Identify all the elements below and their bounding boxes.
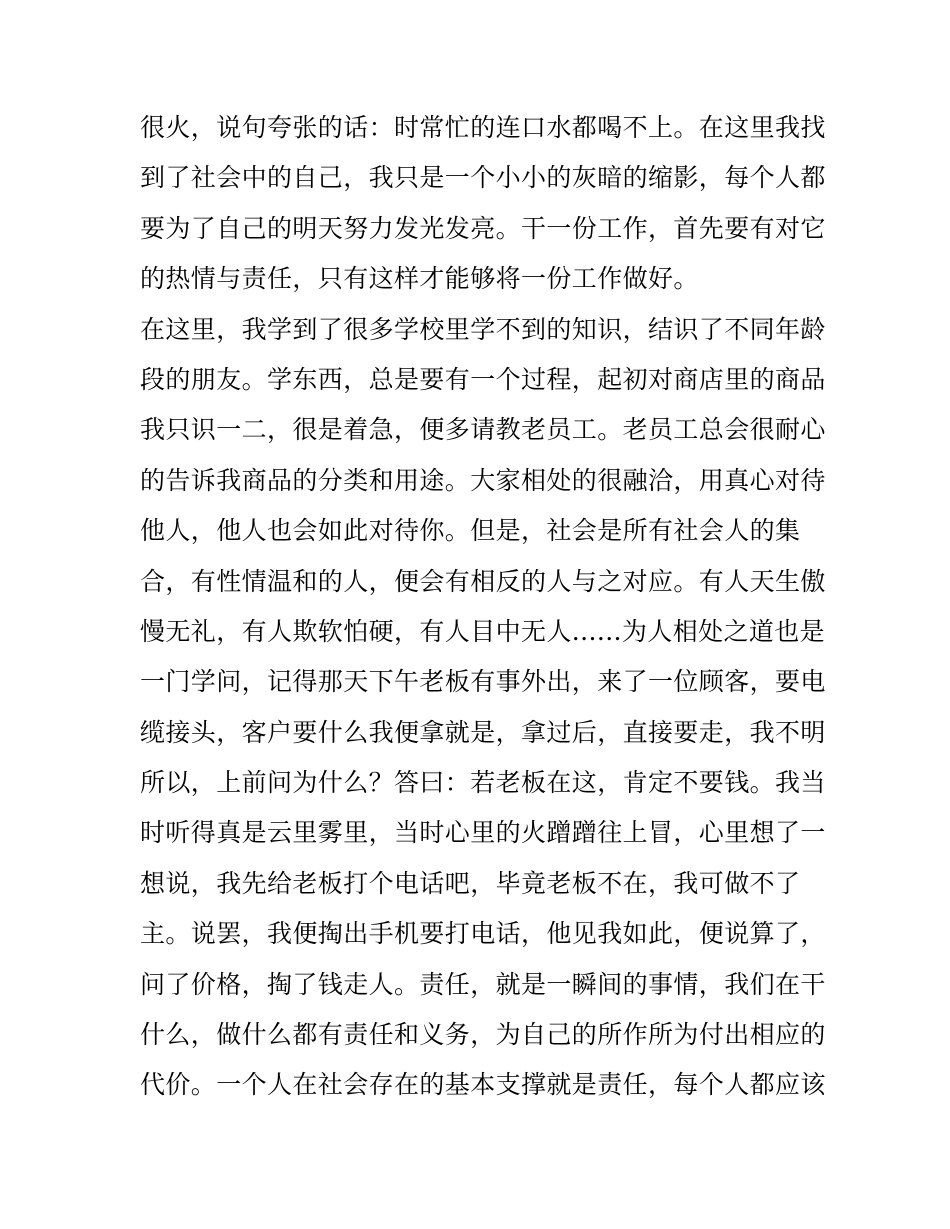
- text-line: 合，有性情温和的人，便会有相反的人与之对应。有人天生傲: [140, 566, 826, 596]
- text-line: 什么，做什么都有责任和义务，为自己的所作所为付出相应的: [140, 1020, 826, 1050]
- text-line: 代价。一个人在社会存在的基本支撑就是责任，每个人都应该: [140, 1070, 826, 1100]
- text-line: 他人，他人也会如此对待你。但是，社会是所有社会人的集: [140, 516, 801, 546]
- text-line: 慢无礼，有人欺软怕硬，有人目中无人......为人相处之道也是: [140, 616, 826, 646]
- text-line: 所以，上前问为什么？答曰：若老板在这，肯定不要钱。我当: [140, 768, 826, 798]
- text-line: 主。说罢，我便掏出手机要打电话，他见我如此，便说算了，: [140, 919, 826, 949]
- text-line: 段的朋友。学东西，总是要有一个过程，起初对商店里的商品: [140, 364, 826, 394]
- text-line: 在这里，我学到了很多学校里学不到的知识，结识了不同年龄: [140, 314, 826, 344]
- text-line: 到了社会中的自己，我只是一个小小的灰暗的缩影，每个人都: [140, 163, 826, 193]
- text-line: 时听得真是云里雾里，当时心里的火蹭蹭往上冒，心里想了一: [140, 818, 826, 848]
- text-line: 的热情与责任，只有这样才能够将一份工作做好。: [140, 264, 699, 294]
- text-line: 的告诉我商品的分类和用途。大家相处的很融洽，用真心对待: [140, 465, 826, 495]
- text-line: 缆接头，客户要什么我便拿就是，拿过后，直接要走，我不明: [140, 717, 826, 747]
- text-line: 一门学问，记得那天下午老板有事外出，来了一位顾客，要电: [140, 667, 826, 697]
- text-line: 问了价格，掏了钱走人。责任，就是一瞬间的事情，我们在干: [140, 969, 826, 999]
- body-text: [140, 103, 830, 1111]
- text-line: 要为了自己的明天努力发光发亮。干一份工作，首先要有对它: [140, 213, 826, 243]
- text-line: 想说，我先给老板打个电话吧，毕竟老板不在，我可做不了: [140, 868, 801, 898]
- text-line: 很火，说句夸张的话：时常忙的连口水都喝不上。在这里我找: [140, 113, 826, 142]
- text-line: 我只识一二，很是着急，便多请教老员工。老员工总会很耐心: [140, 415, 826, 445]
